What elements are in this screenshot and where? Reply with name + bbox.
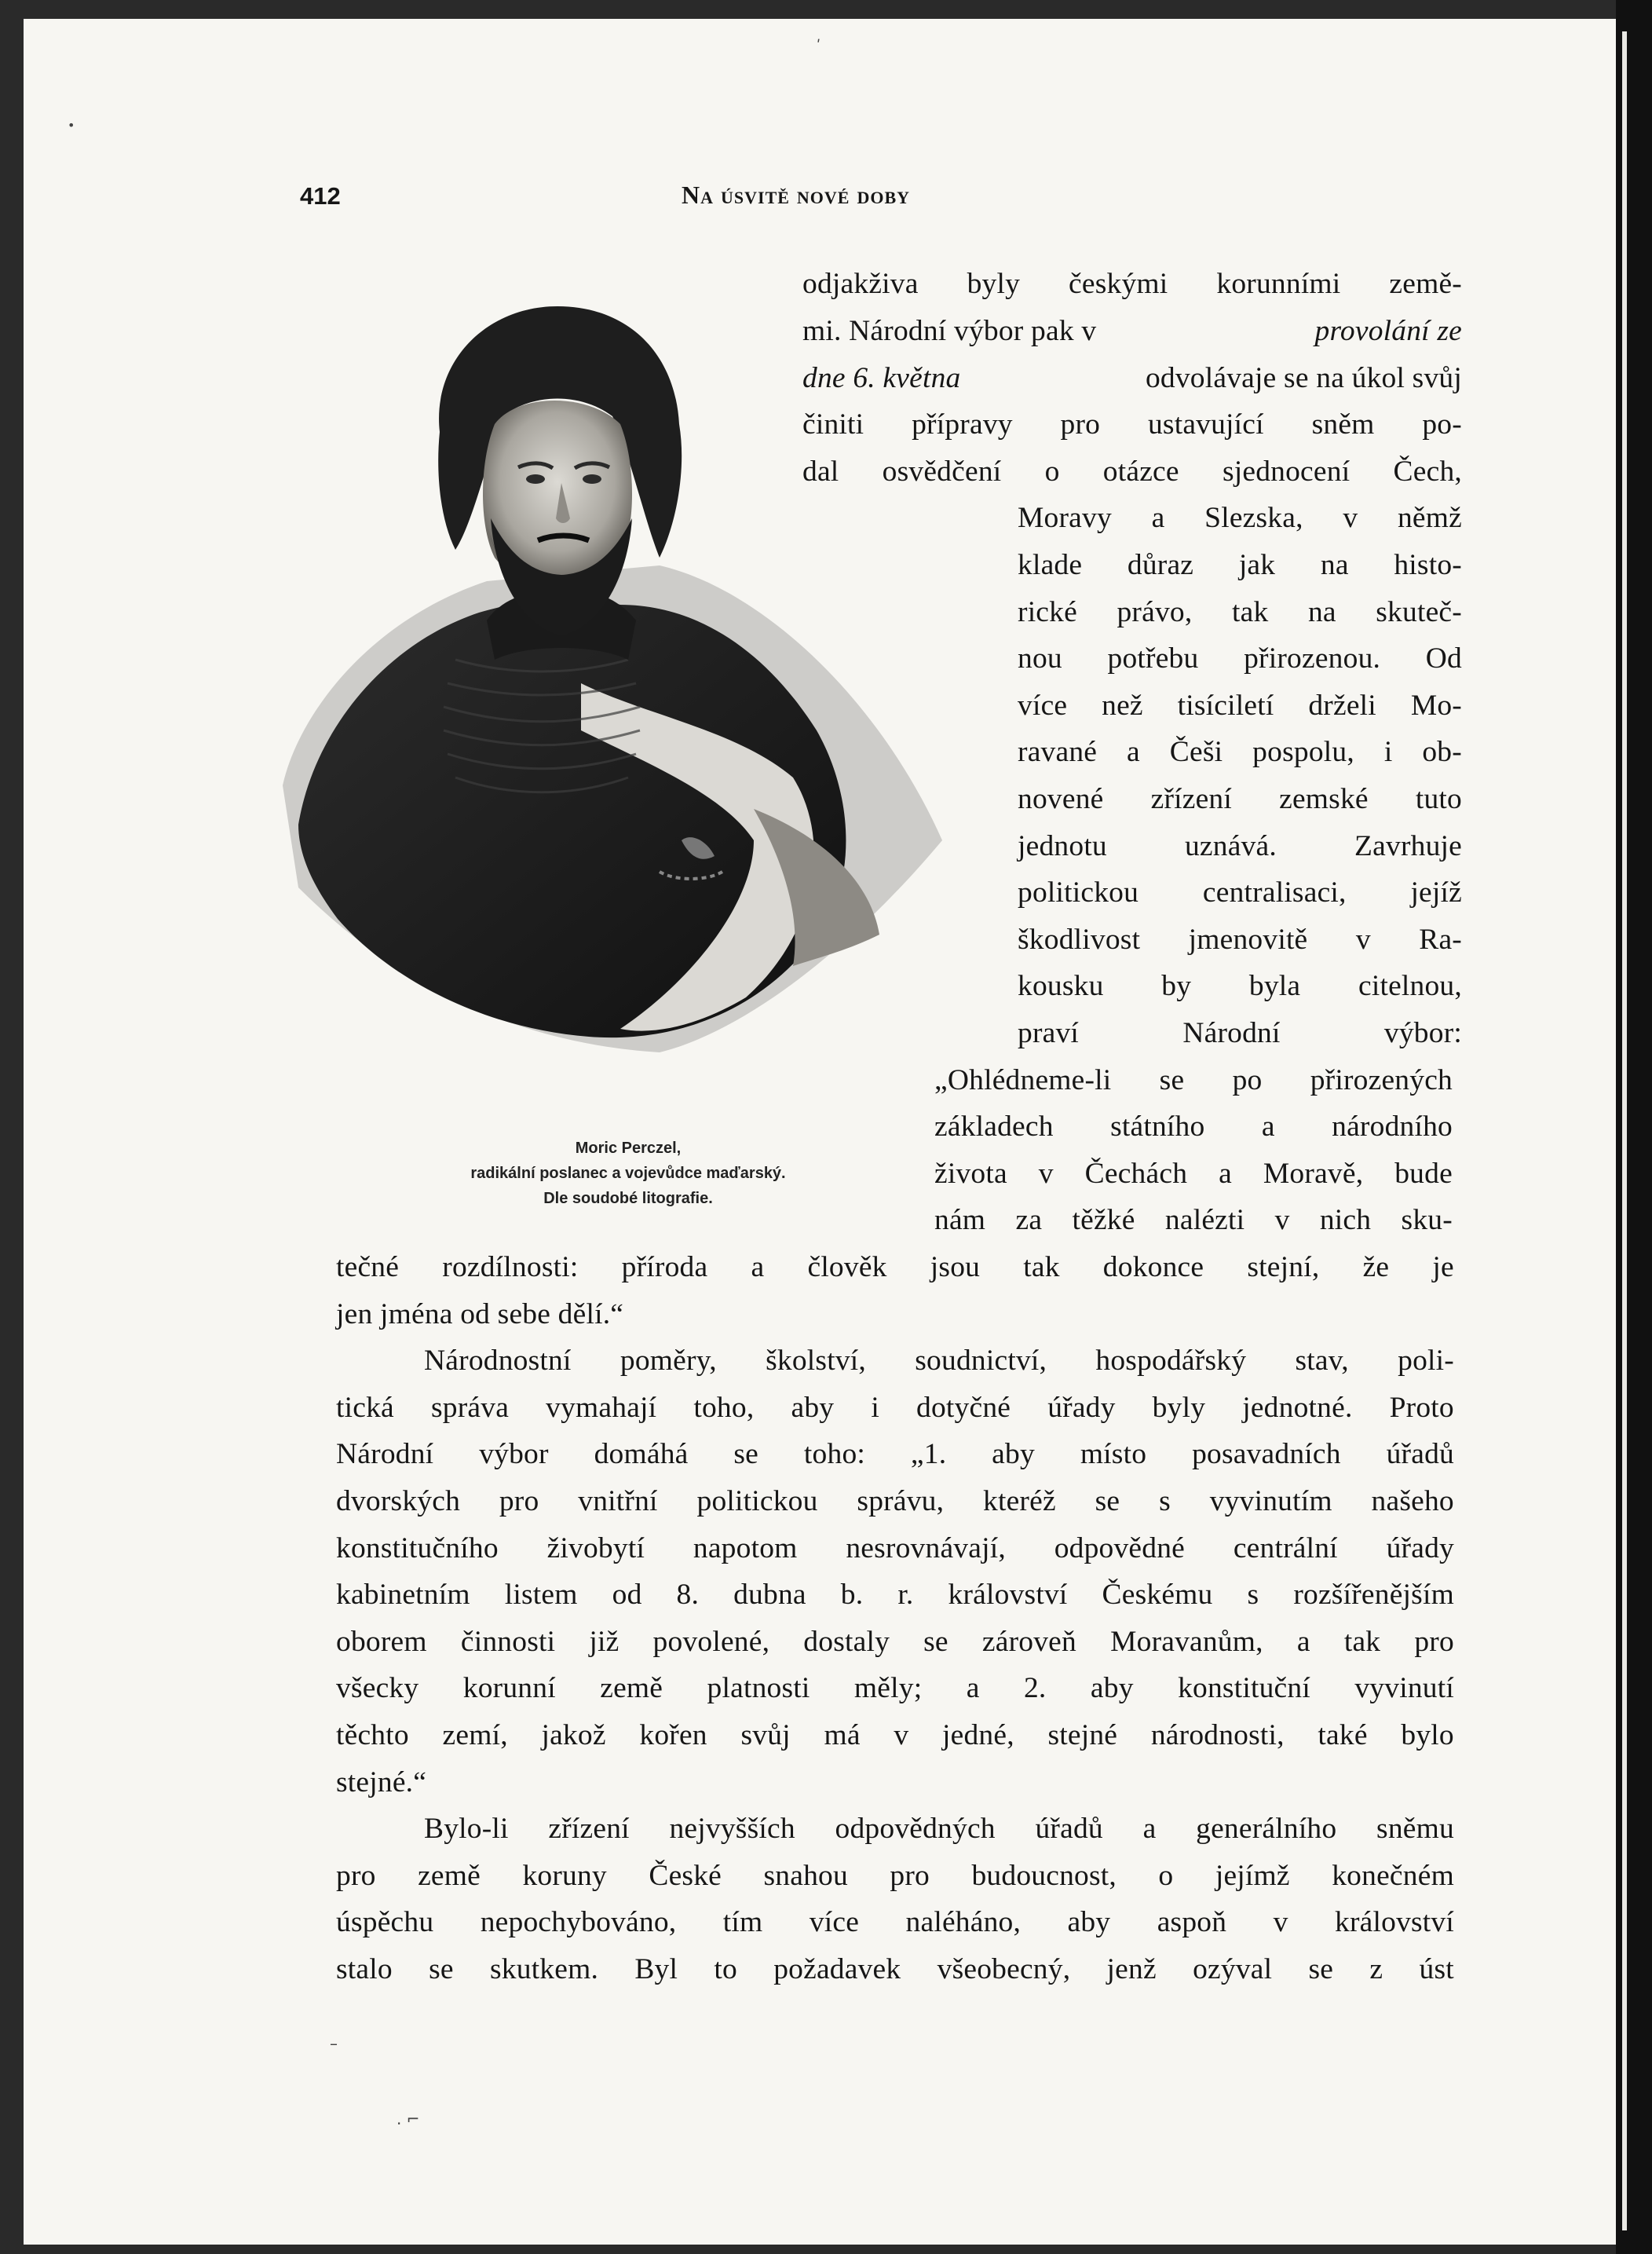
word: jednotné. bbox=[1242, 1392, 1353, 1424]
scan-speck: . ⌐ bbox=[397, 2109, 420, 2128]
word: skutkem. bbox=[490, 1953, 599, 1985]
word: pro bbox=[499, 1485, 539, 1517]
word: úřady bbox=[1386, 1532, 1454, 1564]
word: ravané bbox=[1018, 736, 1098, 768]
text-line bbox=[934, 1063, 1453, 1097]
word: a bbox=[1142, 1813, 1157, 1845]
word: České bbox=[649, 1860, 722, 1892]
word: tak bbox=[1231, 596, 1269, 628]
word: jak bbox=[1238, 549, 1276, 581]
word: budoucnost, bbox=[971, 1860, 1117, 1892]
word: právo, bbox=[1117, 596, 1193, 628]
word: dal bbox=[802, 456, 839, 488]
word: výbor bbox=[479, 1438, 549, 1470]
word: dostaly bbox=[803, 1626, 890, 1658]
word: svůj bbox=[740, 1719, 791, 1751]
word: domáhá bbox=[594, 1438, 689, 1470]
word: konečném bbox=[1332, 1860, 1454, 1892]
word: po bbox=[1232, 1064, 1263, 1096]
word: úst bbox=[1419, 1953, 1454, 1985]
word: než bbox=[1102, 690, 1143, 722]
word: a bbox=[1219, 1158, 1232, 1190]
word: rické bbox=[1018, 596, 1077, 628]
word: otázce bbox=[1102, 456, 1179, 488]
word: b. bbox=[840, 1579, 864, 1611]
text-line bbox=[1018, 501, 1462, 535]
word: těžké bbox=[1072, 1204, 1135, 1236]
word: ob- bbox=[1422, 736, 1462, 768]
word: bude bbox=[1394, 1158, 1453, 1190]
word: příroda bbox=[621, 1251, 708, 1283]
word: se bbox=[1095, 1485, 1120, 1517]
word: a bbox=[1127, 736, 1140, 768]
word: tisíciletí bbox=[1177, 690, 1274, 722]
word: kousku bbox=[1018, 970, 1104, 1002]
word: aspoň bbox=[1157, 1906, 1227, 1938]
word: státního bbox=[1110, 1111, 1205, 1143]
word: země bbox=[600, 1672, 663, 1704]
word: pro bbox=[1060, 408, 1101, 441]
word: tím bbox=[722, 1906, 763, 1938]
word: aby bbox=[992, 1438, 1035, 1470]
word: odjakživa bbox=[802, 268, 919, 300]
word: o bbox=[1044, 456, 1060, 488]
word: také bbox=[1318, 1719, 1368, 1751]
word: Moravy bbox=[1018, 502, 1112, 534]
running-title: Na úsvitě nové doby bbox=[682, 181, 911, 209]
word: v bbox=[1355, 924, 1371, 956]
word: povolené, bbox=[652, 1626, 770, 1658]
word: platnosti bbox=[707, 1672, 810, 1704]
word: odpovědných bbox=[835, 1813, 996, 1845]
word: škodlivost bbox=[1018, 924, 1141, 956]
word: stejní, bbox=[1247, 1251, 1320, 1283]
word: vnitřní bbox=[578, 1485, 658, 1517]
word: Slezska, bbox=[1204, 502, 1303, 534]
word: Byl bbox=[634, 1953, 678, 1985]
word: sku- bbox=[1401, 1204, 1453, 1236]
page-number: 412 bbox=[300, 182, 341, 210]
word: z bbox=[1369, 1953, 1383, 1985]
word: úřadů bbox=[1035, 1813, 1103, 1845]
word: všeobecný, bbox=[937, 1953, 1071, 1985]
word: v bbox=[1038, 1158, 1054, 1190]
word: sněmu bbox=[1376, 1813, 1454, 1845]
word: „Ohlédneme-li bbox=[934, 1064, 1112, 1096]
word: má bbox=[824, 1719, 861, 1751]
caption-name: Moric Perczel, bbox=[575, 1140, 682, 1157]
word: Bylo-li bbox=[424, 1813, 509, 1845]
text-line bbox=[934, 1110, 1453, 1143]
word: Češi bbox=[1169, 736, 1223, 768]
word: potřebu bbox=[1107, 642, 1199, 675]
word: pro bbox=[1414, 1626, 1454, 1658]
word: drželi bbox=[1308, 690, 1376, 722]
caption-role: radikální poslanec a vojevůdce maďarský. bbox=[470, 1165, 786, 1182]
word: konstitučního bbox=[336, 1532, 499, 1564]
word: země- bbox=[1389, 268, 1462, 300]
word: a bbox=[1261, 1111, 1275, 1143]
word: korunními bbox=[1216, 268, 1341, 300]
word: napotom bbox=[693, 1532, 798, 1564]
text-line: stejné.“ bbox=[336, 1766, 427, 1798]
word: „1. bbox=[910, 1438, 947, 1470]
word: tuto bbox=[1415, 783, 1462, 815]
word: Národnostní bbox=[424, 1345, 572, 1377]
word: v bbox=[1343, 502, 1358, 534]
word: Národní bbox=[1182, 1017, 1281, 1049]
text-line bbox=[336, 1484, 1454, 1518]
word: místo bbox=[1080, 1438, 1147, 1470]
text-line bbox=[1018, 689, 1462, 723]
text-line bbox=[336, 1671, 1454, 1705]
text-line bbox=[1018, 595, 1462, 629]
word: pospolu, bbox=[1252, 736, 1354, 768]
word: úspěchu bbox=[336, 1906, 434, 1938]
word: aby bbox=[791, 1392, 835, 1424]
word: více bbox=[1018, 690, 1068, 722]
text-line bbox=[1018, 923, 1462, 957]
word: snahou bbox=[763, 1860, 848, 1892]
text-line bbox=[802, 455, 1462, 488]
word: a bbox=[966, 1672, 980, 1704]
word: s bbox=[1159, 1485, 1171, 1517]
word: nám bbox=[934, 1204, 986, 1236]
word: Od bbox=[1425, 642, 1462, 675]
word: dvorských bbox=[336, 1485, 461, 1517]
word: se bbox=[1308, 1953, 1334, 1985]
word: soudnictví, bbox=[915, 1345, 1047, 1377]
word: od bbox=[612, 1579, 642, 1611]
word: výbor: bbox=[1383, 1017, 1462, 1049]
word: jsou bbox=[930, 1251, 981, 1283]
word: více bbox=[809, 1906, 860, 1938]
word: a bbox=[751, 1251, 765, 1283]
word: zřízení bbox=[548, 1813, 630, 1845]
word: požadavek bbox=[773, 1953, 901, 1985]
text-line bbox=[802, 267, 1462, 301]
word: generálního bbox=[1196, 1813, 1337, 1845]
word: národního bbox=[1332, 1111, 1453, 1143]
word: činnosti bbox=[460, 1626, 556, 1658]
text-line bbox=[336, 1437, 1454, 1471]
text-line bbox=[1018, 548, 1462, 582]
word: centrální bbox=[1233, 1532, 1338, 1564]
word: skuteč- bbox=[1376, 596, 1462, 628]
word: poli- bbox=[1398, 1345, 1454, 1377]
word: byly bbox=[967, 268, 1021, 300]
text-line: jen jména od sebe dělí.“ bbox=[336, 1298, 624, 1330]
text-line bbox=[336, 1718, 1454, 1752]
word: nesrovnávají, bbox=[846, 1532, 1006, 1564]
word: správu, bbox=[857, 1485, 945, 1517]
word: toho, bbox=[693, 1392, 755, 1424]
word: člověk bbox=[807, 1251, 887, 1283]
text-line bbox=[336, 1250, 1454, 1284]
word: 2. bbox=[1023, 1672, 1047, 1704]
word: jejímž bbox=[1215, 1860, 1290, 1892]
word: národnosti, bbox=[1150, 1719, 1285, 1751]
portrait-lithograph bbox=[251, 291, 958, 1060]
word: tečné bbox=[336, 1251, 400, 1283]
word: se bbox=[1159, 1064, 1185, 1096]
word: uznává. bbox=[1184, 830, 1277, 862]
word: to bbox=[714, 1953, 737, 1985]
text-line bbox=[1018, 782, 1462, 816]
word: se bbox=[429, 1953, 454, 1985]
word: vyvinutím bbox=[1209, 1485, 1332, 1517]
word: 8. bbox=[676, 1579, 700, 1611]
text-line bbox=[1018, 969, 1462, 1003]
word: naléháno, bbox=[905, 1906, 1022, 1938]
word: přirozenou. bbox=[1244, 642, 1381, 675]
word: nepochybováno, bbox=[480, 1906, 677, 1938]
word: ozýval bbox=[1193, 1953, 1273, 1985]
word: vyvinutí bbox=[1354, 1672, 1454, 1704]
word: němž bbox=[1397, 502, 1462, 534]
word: jednotu bbox=[1018, 830, 1107, 862]
word: měly; bbox=[853, 1672, 923, 1704]
word: školství, bbox=[766, 1345, 866, 1377]
word: stejné bbox=[1047, 1719, 1118, 1751]
word: Proto bbox=[1389, 1392, 1454, 1424]
word: korunní bbox=[462, 1672, 556, 1704]
word: oborem bbox=[336, 1626, 427, 1658]
word: přípravy bbox=[912, 408, 1013, 441]
caption-source: Dle soudobé litografie. bbox=[543, 1190, 713, 1207]
text-line bbox=[1018, 829, 1462, 863]
word: zemské bbox=[1279, 783, 1369, 815]
text-line bbox=[336, 1859, 1454, 1893]
word: úřadů bbox=[1386, 1438, 1454, 1470]
word: citelnou, bbox=[1358, 970, 1462, 1002]
word: praví bbox=[1018, 1017, 1080, 1049]
page-header bbox=[0, 182, 1652, 214]
word: Zavrhuje bbox=[1354, 830, 1462, 862]
word: za bbox=[1015, 1204, 1043, 1236]
text-line bbox=[1018, 642, 1462, 675]
word: ustavující bbox=[1147, 408, 1264, 441]
word: jenž bbox=[1106, 1953, 1157, 1985]
word: činiti bbox=[802, 408, 864, 441]
text-line bbox=[424, 1812, 1454, 1846]
word: o bbox=[1158, 1860, 1174, 1892]
word: byly bbox=[1152, 1392, 1206, 1424]
text-line bbox=[934, 1203, 1453, 1237]
word: království bbox=[1335, 1906, 1454, 1938]
word: a bbox=[1151, 502, 1165, 534]
word: odpovědné bbox=[1054, 1532, 1186, 1564]
word: pro bbox=[336, 1860, 376, 1892]
word: již bbox=[589, 1626, 620, 1658]
scan-speck: • bbox=[68, 118, 75, 133]
word: aby bbox=[1090, 1672, 1134, 1704]
word: Čechách bbox=[1084, 1158, 1188, 1190]
word: na bbox=[1320, 549, 1349, 581]
text-line: dne 6. května odvolávaje se na úkol svůj bbox=[802, 362, 1462, 394]
word: tak bbox=[1023, 1251, 1060, 1283]
word: politickou bbox=[696, 1485, 818, 1517]
word: byla bbox=[1248, 970, 1301, 1002]
word: dotyčné bbox=[916, 1392, 1011, 1424]
word: živobytí bbox=[546, 1532, 645, 1564]
word: konstituční bbox=[1178, 1672, 1310, 1704]
word: a bbox=[1296, 1626, 1310, 1658]
word: jejíž bbox=[1410, 876, 1462, 909]
word: rozšířenějším bbox=[1293, 1579, 1454, 1611]
word: centralisaci, bbox=[1202, 876, 1347, 909]
word: nich bbox=[1319, 1204, 1372, 1236]
word: zároveň bbox=[981, 1626, 1076, 1658]
word: nou bbox=[1018, 642, 1062, 675]
text-line bbox=[424, 1344, 1454, 1378]
word: Mo- bbox=[1410, 690, 1462, 722]
word: že bbox=[1362, 1251, 1390, 1283]
word: histo- bbox=[1394, 549, 1462, 581]
word: českými bbox=[1069, 268, 1168, 300]
word: království bbox=[948, 1579, 1068, 1611]
word: kteréž bbox=[983, 1485, 1056, 1517]
word: základech bbox=[934, 1111, 1054, 1143]
word: politickou bbox=[1018, 876, 1139, 909]
word: důraz bbox=[1127, 549, 1194, 581]
word: Čech, bbox=[1393, 456, 1462, 488]
word: i bbox=[871, 1392, 879, 1424]
text-line bbox=[1018, 735, 1462, 769]
text-line bbox=[934, 1157, 1453, 1191]
word: r. bbox=[897, 1579, 914, 1611]
word: úřady bbox=[1047, 1392, 1116, 1424]
word: stav, bbox=[1295, 1345, 1349, 1377]
word: sněm bbox=[1311, 408, 1375, 441]
word: země bbox=[418, 1860, 481, 1892]
word: listem bbox=[504, 1579, 578, 1611]
word: kořen bbox=[639, 1719, 707, 1751]
word: na bbox=[1307, 596, 1336, 628]
word: jedné, bbox=[942, 1719, 1014, 1751]
word: pro bbox=[890, 1860, 930, 1892]
word: dokonce bbox=[1102, 1251, 1204, 1283]
text-line bbox=[1018, 876, 1462, 909]
text-line bbox=[336, 1578, 1454, 1612]
word: aby bbox=[1067, 1906, 1111, 1938]
word: v bbox=[1273, 1906, 1288, 1938]
word: vymahají bbox=[546, 1392, 657, 1424]
word: je bbox=[1432, 1251, 1454, 1283]
word: zřízení bbox=[1150, 783, 1233, 815]
text-line: mi. Národní výbor pak v provolání ze bbox=[802, 315, 1462, 347]
word: koruny bbox=[522, 1860, 607, 1892]
text-line bbox=[802, 408, 1462, 441]
word: Moravě, bbox=[1263, 1158, 1364, 1190]
word: toho: bbox=[803, 1438, 866, 1470]
word: přirozených bbox=[1310, 1064, 1453, 1096]
word: těchto bbox=[336, 1719, 409, 1751]
word: života bbox=[934, 1158, 1007, 1190]
text-line bbox=[336, 1625, 1454, 1659]
text-line bbox=[336, 1905, 1454, 1939]
word: všecky bbox=[336, 1672, 419, 1704]
word: novené bbox=[1018, 783, 1104, 815]
word: bylo bbox=[1401, 1719, 1454, 1751]
next-page-edge bbox=[1622, 31, 1627, 2230]
word: v bbox=[1274, 1204, 1290, 1236]
word: sjednocení bbox=[1222, 456, 1350, 488]
word: i bbox=[1383, 736, 1393, 768]
word: se bbox=[733, 1438, 759, 1470]
word: nalézti bbox=[1164, 1204, 1245, 1236]
word: našeho bbox=[1371, 1485, 1454, 1517]
word: hospodářský bbox=[1095, 1345, 1247, 1377]
word: by bbox=[1161, 970, 1192, 1002]
word: zemí, bbox=[442, 1719, 508, 1751]
text-line bbox=[1018, 1016, 1462, 1050]
word: po- bbox=[1422, 408, 1462, 441]
word: dubna bbox=[733, 1579, 806, 1611]
word: rozdílnosti: bbox=[442, 1251, 579, 1283]
word: Moravanům, bbox=[1110, 1626, 1263, 1658]
word: v bbox=[894, 1719, 909, 1751]
word: klade bbox=[1018, 549, 1083, 581]
text-line bbox=[336, 1531, 1454, 1565]
word: stalo bbox=[336, 1953, 393, 1985]
text-line bbox=[336, 1952, 1454, 1986]
word: posavadních bbox=[1192, 1438, 1341, 1470]
scan-gutter bbox=[1616, 0, 1652, 2254]
text-line bbox=[336, 1391, 1454, 1425]
word: správa bbox=[430, 1392, 510, 1424]
figure-caption bbox=[408, 1136, 848, 1211]
word: kabinetním bbox=[336, 1579, 470, 1611]
word: Ra- bbox=[1419, 924, 1462, 956]
word: Národní bbox=[336, 1438, 434, 1470]
word: s bbox=[1247, 1579, 1259, 1611]
word: poměry, bbox=[620, 1345, 717, 1377]
word: se bbox=[923, 1626, 948, 1658]
word: tak bbox=[1343, 1626, 1381, 1658]
word: osvědčení bbox=[882, 456, 1002, 488]
word: Českému bbox=[1102, 1579, 1213, 1611]
scan-speck: ʹ bbox=[817, 38, 821, 54]
word: jakož bbox=[541, 1719, 606, 1751]
word: jmenovitě bbox=[1188, 924, 1308, 956]
word: nejvyšších bbox=[669, 1813, 795, 1845]
word: tická bbox=[336, 1392, 394, 1424]
scan-speck: – bbox=[330, 2034, 338, 2053]
